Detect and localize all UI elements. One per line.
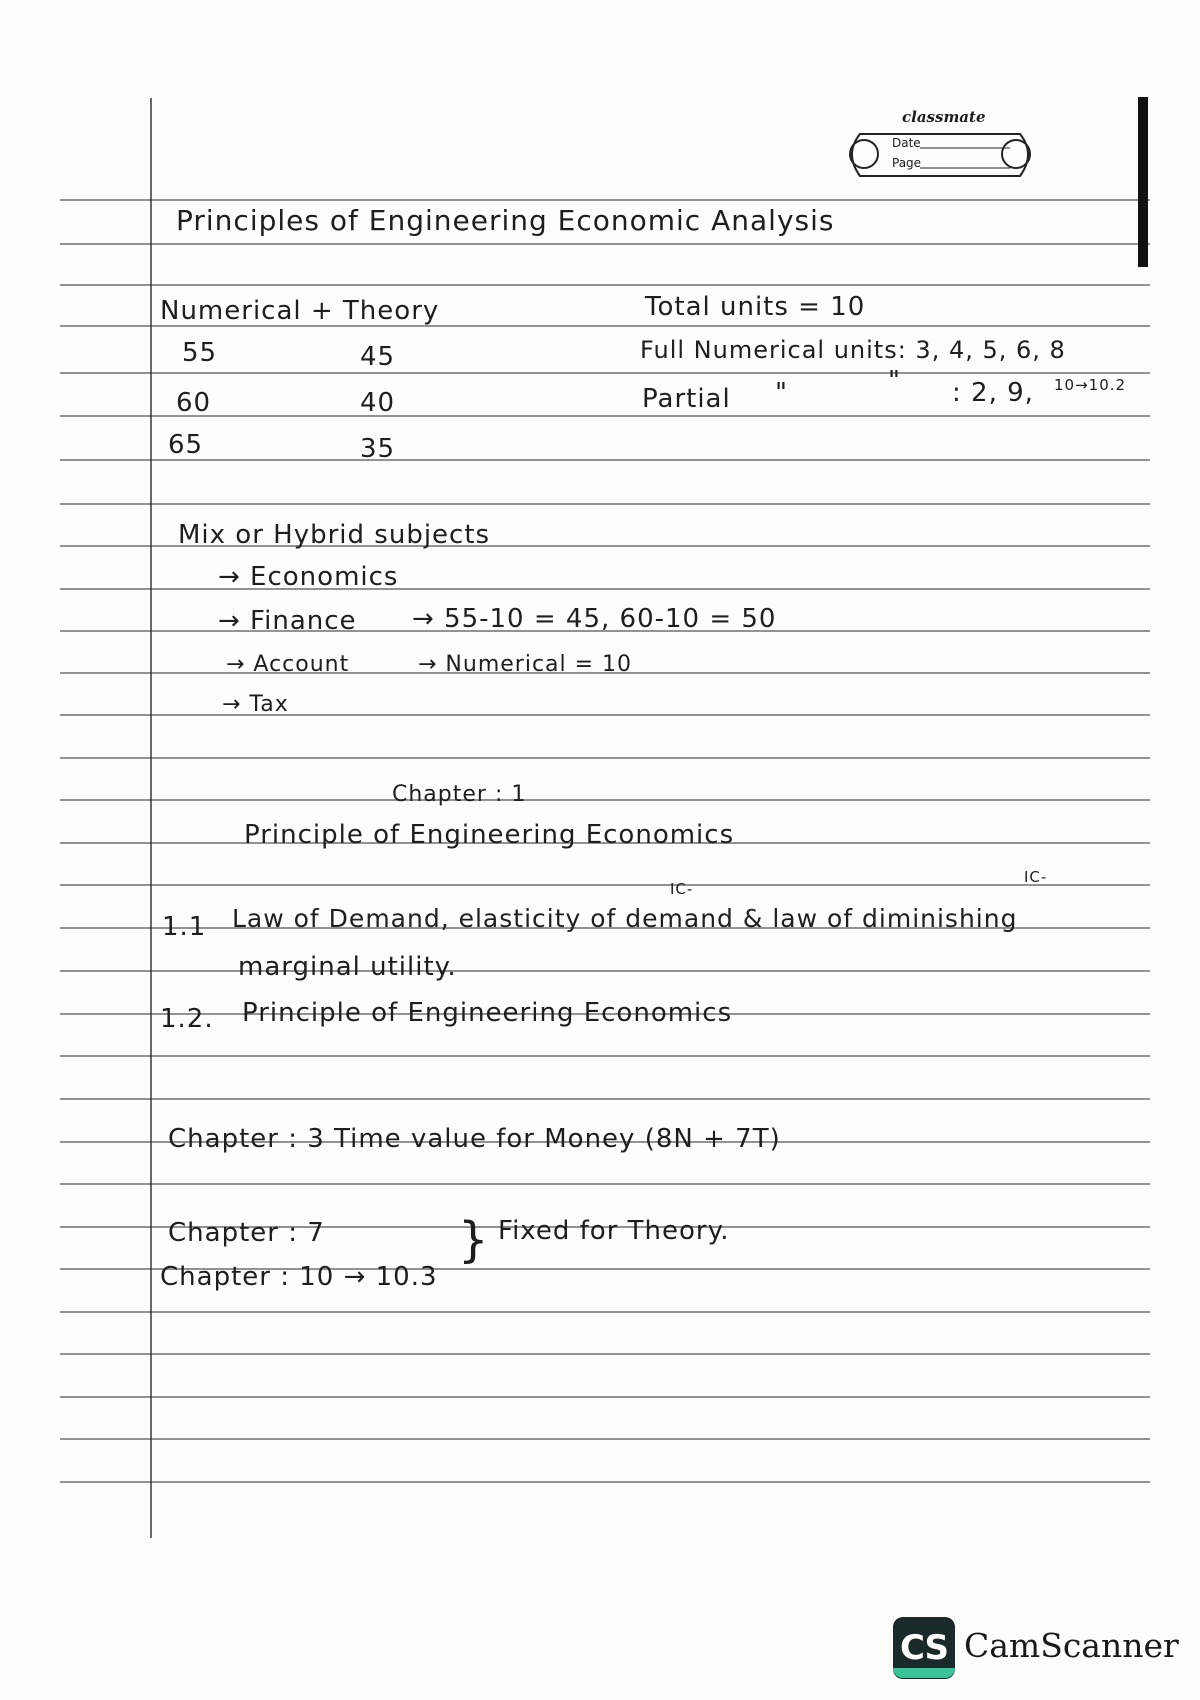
account-note: → Numerical = 10	[418, 652, 633, 677]
table-header-right: Total units = 10	[645, 292, 866, 322]
ruled-line	[60, 1183, 1150, 1185]
ruled-line	[60, 1311, 1150, 1313]
chapter-10-line: Chapter : 10 → 10.3	[160, 1262, 438, 1292]
ruled-line	[60, 1353, 1150, 1355]
table-cell-theory: 40	[360, 388, 396, 418]
table-cell-numerical: 65	[168, 430, 204, 460]
item-number: 1.1	[162, 912, 207, 942]
brace-mark: }	[458, 1212, 490, 1268]
ruled-line	[60, 1098, 1150, 1100]
page-edge-shadow	[1138, 97, 1148, 267]
ruled-line	[60, 1481, 1150, 1483]
item-number: 1.2.	[160, 1004, 214, 1034]
ruled-line	[60, 199, 1150, 201]
camscanner-name: CamScanner	[964, 1626, 1179, 1665]
stamp-brand: classmate	[902, 108, 986, 126]
ruled-line	[60, 415, 1150, 417]
stamp-page-label: Page	[892, 156, 922, 170]
ruled-line	[60, 799, 1150, 801]
item-text: Principle of Engineering Economics	[242, 998, 733, 1028]
margin-mark: IC-	[1024, 868, 1048, 886]
hybrid-item: → Economics	[218, 562, 399, 592]
camscanner-logo-bar	[893, 1668, 955, 1678]
finance-note: → 55-10 = 45, 60-10 = 50	[412, 604, 777, 634]
camscanner-logo: CS	[893, 1617, 955, 1679]
chapter-7-line: Chapter : 7	[168, 1218, 325, 1248]
ruled-line	[60, 884, 1150, 886]
partial-ditto: "	[775, 378, 788, 408]
table-cell-theory: 35	[360, 434, 396, 464]
item-text: marginal utility.	[238, 952, 457, 982]
margin-mark: IC-	[670, 880, 694, 898]
ruled-line	[60, 372, 1150, 374]
hybrid-item: → Account	[226, 652, 350, 677]
partial-ditto: "	[888, 366, 901, 396]
hybrid-item: → Tax	[222, 692, 289, 717]
hybrid-heading: Mix or Hybrid subjects	[178, 520, 491, 550]
chapter-1-label: Chapter : 1	[392, 782, 527, 807]
ruled-line	[60, 1396, 1150, 1398]
ruled-line	[60, 243, 1150, 245]
partial-extra: 10→10.2	[1054, 376, 1127, 394]
table-cell-theory: 45	[360, 342, 396, 372]
partial-values: : 2, 9,	[952, 378, 1034, 408]
page-title: Principles of Engineering Economic Analysis	[176, 204, 835, 237]
ruled-line	[60, 284, 1150, 286]
table-cell-numerical: 55	[182, 338, 218, 368]
chapter-3-line: Chapter : 3 Time value for Money (8N + 7T)	[168, 1124, 781, 1154]
ruled-line	[60, 1438, 1150, 1440]
ruled-line	[60, 503, 1150, 505]
partial-label: Partial	[642, 384, 731, 414]
chapter-1-title: Principle of Engineering Economics	[244, 820, 735, 850]
classmate-stamp	[840, 108, 1040, 188]
ruled-line	[60, 970, 1150, 972]
full-numerical-note: Full Numerical units: 3, 4, 5, 6, 8	[640, 336, 1066, 364]
hybrid-item: → Finance	[218, 606, 357, 636]
ruled-line	[60, 459, 1150, 461]
item-text: Law of Demand, elasticity of demand & law of diminishing	[232, 904, 1018, 933]
margin-line	[150, 98, 152, 1538]
stamp-frame-icon	[840, 126, 1040, 182]
ruled-line	[60, 757, 1150, 759]
table-header-left: Numerical + Theory	[160, 296, 440, 326]
ruled-line	[60, 1055, 1150, 1057]
fixed-note: Fixed for Theory.	[498, 1216, 730, 1246]
stamp-date-label: Date	[892, 136, 921, 150]
table-cell-numerical: 60	[176, 388, 212, 418]
